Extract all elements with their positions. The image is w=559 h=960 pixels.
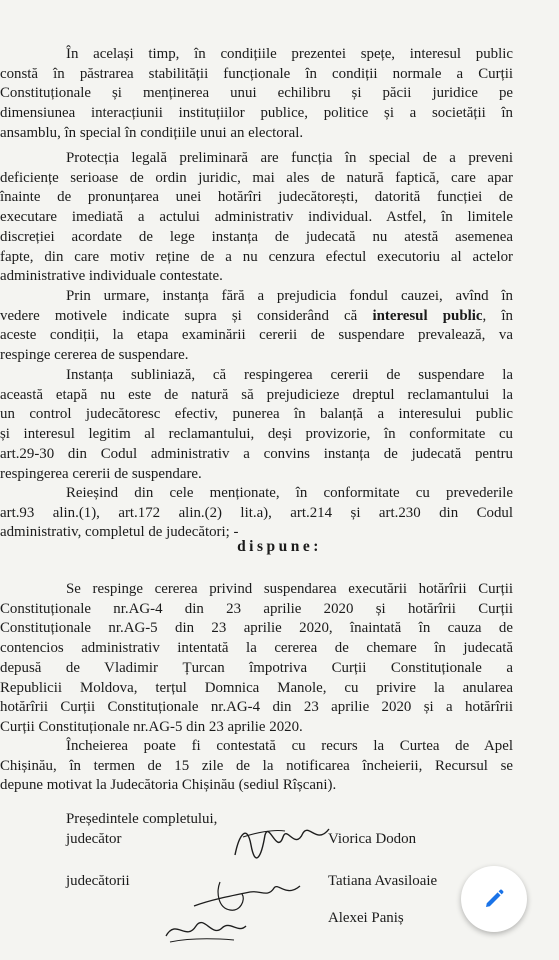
text-line: și interesul legitim al reclamantului, deși provizorie, în conformitate cu (0, 426, 513, 443)
text-line: administrative individuale contestate. (0, 268, 223, 285)
paragraph-legal-protection (0, 149, 513, 287)
signature-scribble (160, 908, 250, 948)
text-line: înainte de pronunțarea unei hotărîri judecătorești, datorită funcției de (0, 189, 513, 206)
text-line: aceste condiții, la etapa examinării cererii de suspendare prevalează, va (0, 327, 513, 344)
text-line: Încheierea poate fi contestată cu recurs la Curtea de Apel (66, 738, 513, 754)
pencil-edit-icon (482, 887, 506, 911)
text-line: această etapă nu este de natură să prejudicieze dreptul reclamantului la (0, 386, 513, 403)
text-line: executare imediată a actului administrativ individual. Astfel, în limitele (0, 209, 513, 226)
text-line: Curții Constituționale nr.AG-5 din 23 aprilie 2020. (0, 718, 303, 735)
judge-name-dodon: Viorica Dodon (328, 831, 417, 847)
text-line: depune motivat la Judecătoria Chișinău (sediul Rîșcani). (0, 777, 337, 794)
paragraph-emphasis (0, 366, 513, 484)
edit-button[interactable] (461, 866, 527, 932)
text-line: constă în păstrarea stabilității funcționale în condiții normale a Curții (0, 65, 513, 82)
text-line: discreției acordate de lege instanța de judecată nu atestă asemenea (0, 228, 513, 245)
paragraph-appeal (0, 737, 513, 796)
text-line: Constituționale și menținerea unui echilibru și păcii juridice pe (0, 85, 513, 102)
text-line: un control judecătoresc efectiv, punerea în balanță a interesului public (0, 406, 513, 423)
paragraph-ruling (0, 580, 513, 738)
text-line: Prin urmare, instanța fără a prejudicia fondul cauzei, avînd în (66, 288, 513, 304)
judges-label: judecătorii (66, 873, 130, 889)
text-line: respinge cererea de suspendare. (0, 347, 189, 364)
paragraph-legal-basis (0, 484, 513, 543)
paragraph-conclusion (0, 287, 513, 366)
text-line: contencios administrativ intentată la cererea de chemare în judecată (0, 640, 513, 657)
text-line: Constituționale nr.AG-4 din 23 aprilie 2020 și hotărîrii Curții (0, 600, 513, 617)
text-line: administrativ, completul de judecători; - (0, 524, 239, 541)
text-line: art.29-30 din Codul administrativ a convins instanța de judecată pentru (0, 445, 513, 462)
judge-label: judecător (66, 831, 122, 847)
text-line: depusă de Vladimir Țurcan împotriva Curții Constituționale a (0, 659, 513, 676)
text-line: Instanța subliniază, că respingerea cererii de suspendare la (66, 367, 513, 383)
text-line: vedere motivele indicate supra și considerând că interesul public, în (0, 307, 513, 324)
text-line: În același timp, în condițiile prezentei spețe, interesul public (66, 46, 513, 62)
text-line: fapte, din care motiv reține de a nu cenzura efectul executoriu al actelor (0, 248, 513, 265)
text-line: deficiențe serioase de ordin juridic, mai ales de natură faptică, care apar (0, 169, 513, 186)
signature-scribble (225, 815, 335, 865)
text-line: hotărîrii Curții Constituționale nr.AG-4 din 23 aprilie 2020 și a hotărîrii (0, 699, 513, 716)
text-line: Se respinge cererea privind suspendarea executării hotărîrii Curții (66, 581, 513, 597)
judge-name-panis: Alexei Paniș (328, 910, 404, 926)
paragraph-public-interest (0, 45, 513, 144)
text-line: ansamblu, în special în condițiile unui an electoral. (0, 124, 304, 141)
judge-name-avasiloaie: Tatiana Avasiloaie (328, 873, 438, 889)
ruling-heading: dispune: (237, 538, 322, 555)
president-label: Președintele completului, (66, 811, 218, 827)
text-line: Republicii Moldova, terțul Domnica Manole, cu privire la anularea (0, 679, 513, 696)
text-line: Chișinău, în termen de 15 zile de la notificarea încheierii, Recursul se (0, 757, 513, 774)
text-line: dimensiunea interacțiunii instituțiilor publice, politice și a societății în (0, 105, 513, 122)
emphasis-text: interesul public (372, 307, 483, 324)
text-line: art.93 alin.(1), art.172 alin.(2) lit.a), art.214 și art.230 din Codul (0, 504, 513, 521)
text-line: Protecția legală preliminară are funcția în special de a preveni (66, 150, 513, 166)
text-line: Reieșind din cele menționate, în conformitate cu prevederile (66, 485, 513, 501)
text-line: respingerea cererii de suspendare. (0, 465, 202, 482)
text-line: Constituționale nr.AG-5 din 23 aprilie 2020, înaintată în cauza de (0, 620, 513, 637)
